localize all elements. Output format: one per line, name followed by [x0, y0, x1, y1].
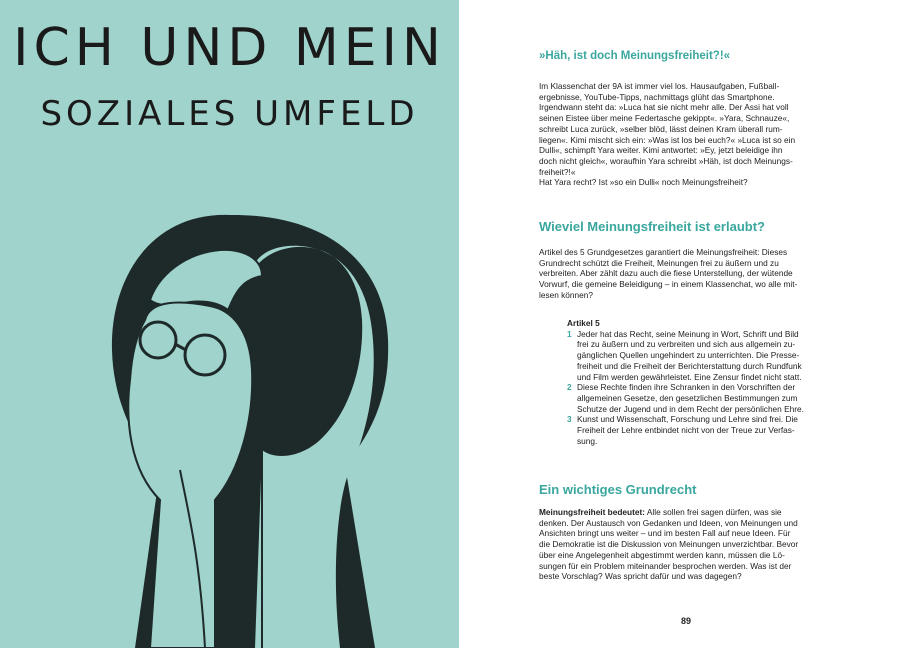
text-line: Artikel des 5 Grundgesetzes garantiert die Meinungsfreiheit: Dieses [539, 247, 788, 257]
text-line: Vorwurf, die gemeine Beleidigung – in einem Klassenchat, wo alle mit- [539, 279, 798, 290]
text-line: Schutze der Jugend und in dem Recht der persönlichen Ehre. [577, 403, 804, 414]
text-line: freiheit und die Freiheit der Berichterstattung durch Rundfunk [577, 360, 802, 371]
clause-number: 2 [567, 382, 572, 393]
text-line: Ansichten bringt uns weiter – und im besten Fall auf neue Ideen. Für [539, 528, 791, 539]
text-line: Grundrecht schützt die Freiheit, Meinungen frei zu äußern und zu [539, 257, 779, 268]
article-5-quote [567, 318, 842, 446]
text-line: über eine Angelegenheit abgestimmt werden kann, müssen die Lö- [539, 549, 785, 560]
bold-term: Meinungsfreiheit bedeutet: [539, 507, 646, 517]
right-page-text [459, 0, 918, 648]
clause-number: 3 [567, 414, 572, 425]
text-line: Freiheit der Lehre entbindet nicht von der Treue zur Verfas- [577, 425, 795, 436]
heading-freedom-limits: Wieviel Meinungsfreiheit ist erlaubt? [539, 219, 765, 234]
text-line: Im Klassenchat der 9A ist immer viel los. Hausaufgaben, Fußball- [539, 81, 780, 91]
text-line: Hat Yara recht? Ist »so ein Dulli« noch Meinungsfreiheit? [539, 177, 748, 188]
text-line: Irgendwann steht da: »Luca hat sie nicht mehr alle. Der Assi hat voll [539, 102, 789, 113]
text-line: ergebnisse, YouTube-Tipps, nachmittags glüht das Smartphone. [539, 91, 775, 102]
chapter-title-line2: SOZIALES UMFELD [40, 94, 419, 134]
text-line: verbreiten. Aber zählt dazu auch die fiese Unterstellung, der wütende [539, 268, 793, 279]
constitution-paragraph [539, 247, 839, 301]
text-line: denken. Der Austausch von Gedanken und Ideen, von Meinungen und [539, 517, 798, 528]
heading-quote: »Häh, ist doch Meinungsfreiheit?!« [539, 50, 731, 62]
article-title: Artikel 5 [567, 318, 600, 328]
text-line: sung. [577, 435, 598, 446]
text-span: Alle sollen frei sagen dürfen, was sie [645, 507, 782, 517]
text-line: liegen«. Kimi mischt sich ein: »Was ist los bei euch?« »Luca ist so ein [539, 134, 796, 145]
text-line: Diese Rechte finden ihre Schranken in den Vorschriften der [577, 382, 796, 393]
heading-basic-right: Ein wichtiges Grundrecht [539, 482, 697, 497]
text-line: Jeder hat das Recht, seine Meinung in Wort, Schrift und Bild [577, 328, 799, 339]
text-line: die Demokratie ist die Diskussion von Meinungen unverzichtbar. Bevor [539, 539, 799, 550]
text-line: und Film werden gewährleistet. Eine Zensur findet nicht statt. [577, 371, 802, 382]
basic-right-paragraph [539, 507, 839, 582]
text-line: Dulli«, schimpft Yara weiter. Kimi antwortet: »Ey, jetzt beleidige ihn [539, 145, 783, 156]
text-line: seinen Eistee über meine Federtasche gekippt«. »Yara, Schnauze«, [539, 113, 790, 124]
article-clause [567, 382, 842, 414]
text-line: beste Vorschlag? Was spricht dafür und was dagegen? [539, 571, 742, 582]
text-line: gänglichen Quellen ungehindert zu unterrichten. Die Presse- [577, 350, 800, 361]
chapter-title-line1: ICH UND MEIN [13, 18, 446, 78]
intro-paragraph [539, 81, 839, 188]
text-line [539, 507, 839, 518]
text-line: sungen für ein Problem miteinander besprochen werden. Was ist der [539, 560, 792, 571]
text-line: Kunst und Wissenschaft, Forschung und Lehre sind frei. Die [577, 414, 798, 425]
text-line: freiheit?!« [539, 166, 576, 177]
text-line: frei zu äußern und zu verbreiten und sich aus allgemein zu- [577, 339, 796, 350]
text-line: lesen können? [539, 289, 593, 300]
text-line: doch nicht gleich«, woraufhin Yara schreibt »Häh, ist doch Meinungs- [539, 155, 793, 166]
article-clause [567, 414, 842, 446]
page-number: 89 [681, 616, 692, 626]
article-clause [567, 329, 842, 383]
text-line: schreibt Luca zurück, »selber blöd, lässt deinen Kram überall rum- [539, 123, 783, 134]
clause-number: 1 [567, 328, 572, 339]
text-line: allgemeinen Gesetze, den gesetzlichen Bestimmungen zum [577, 392, 798, 403]
